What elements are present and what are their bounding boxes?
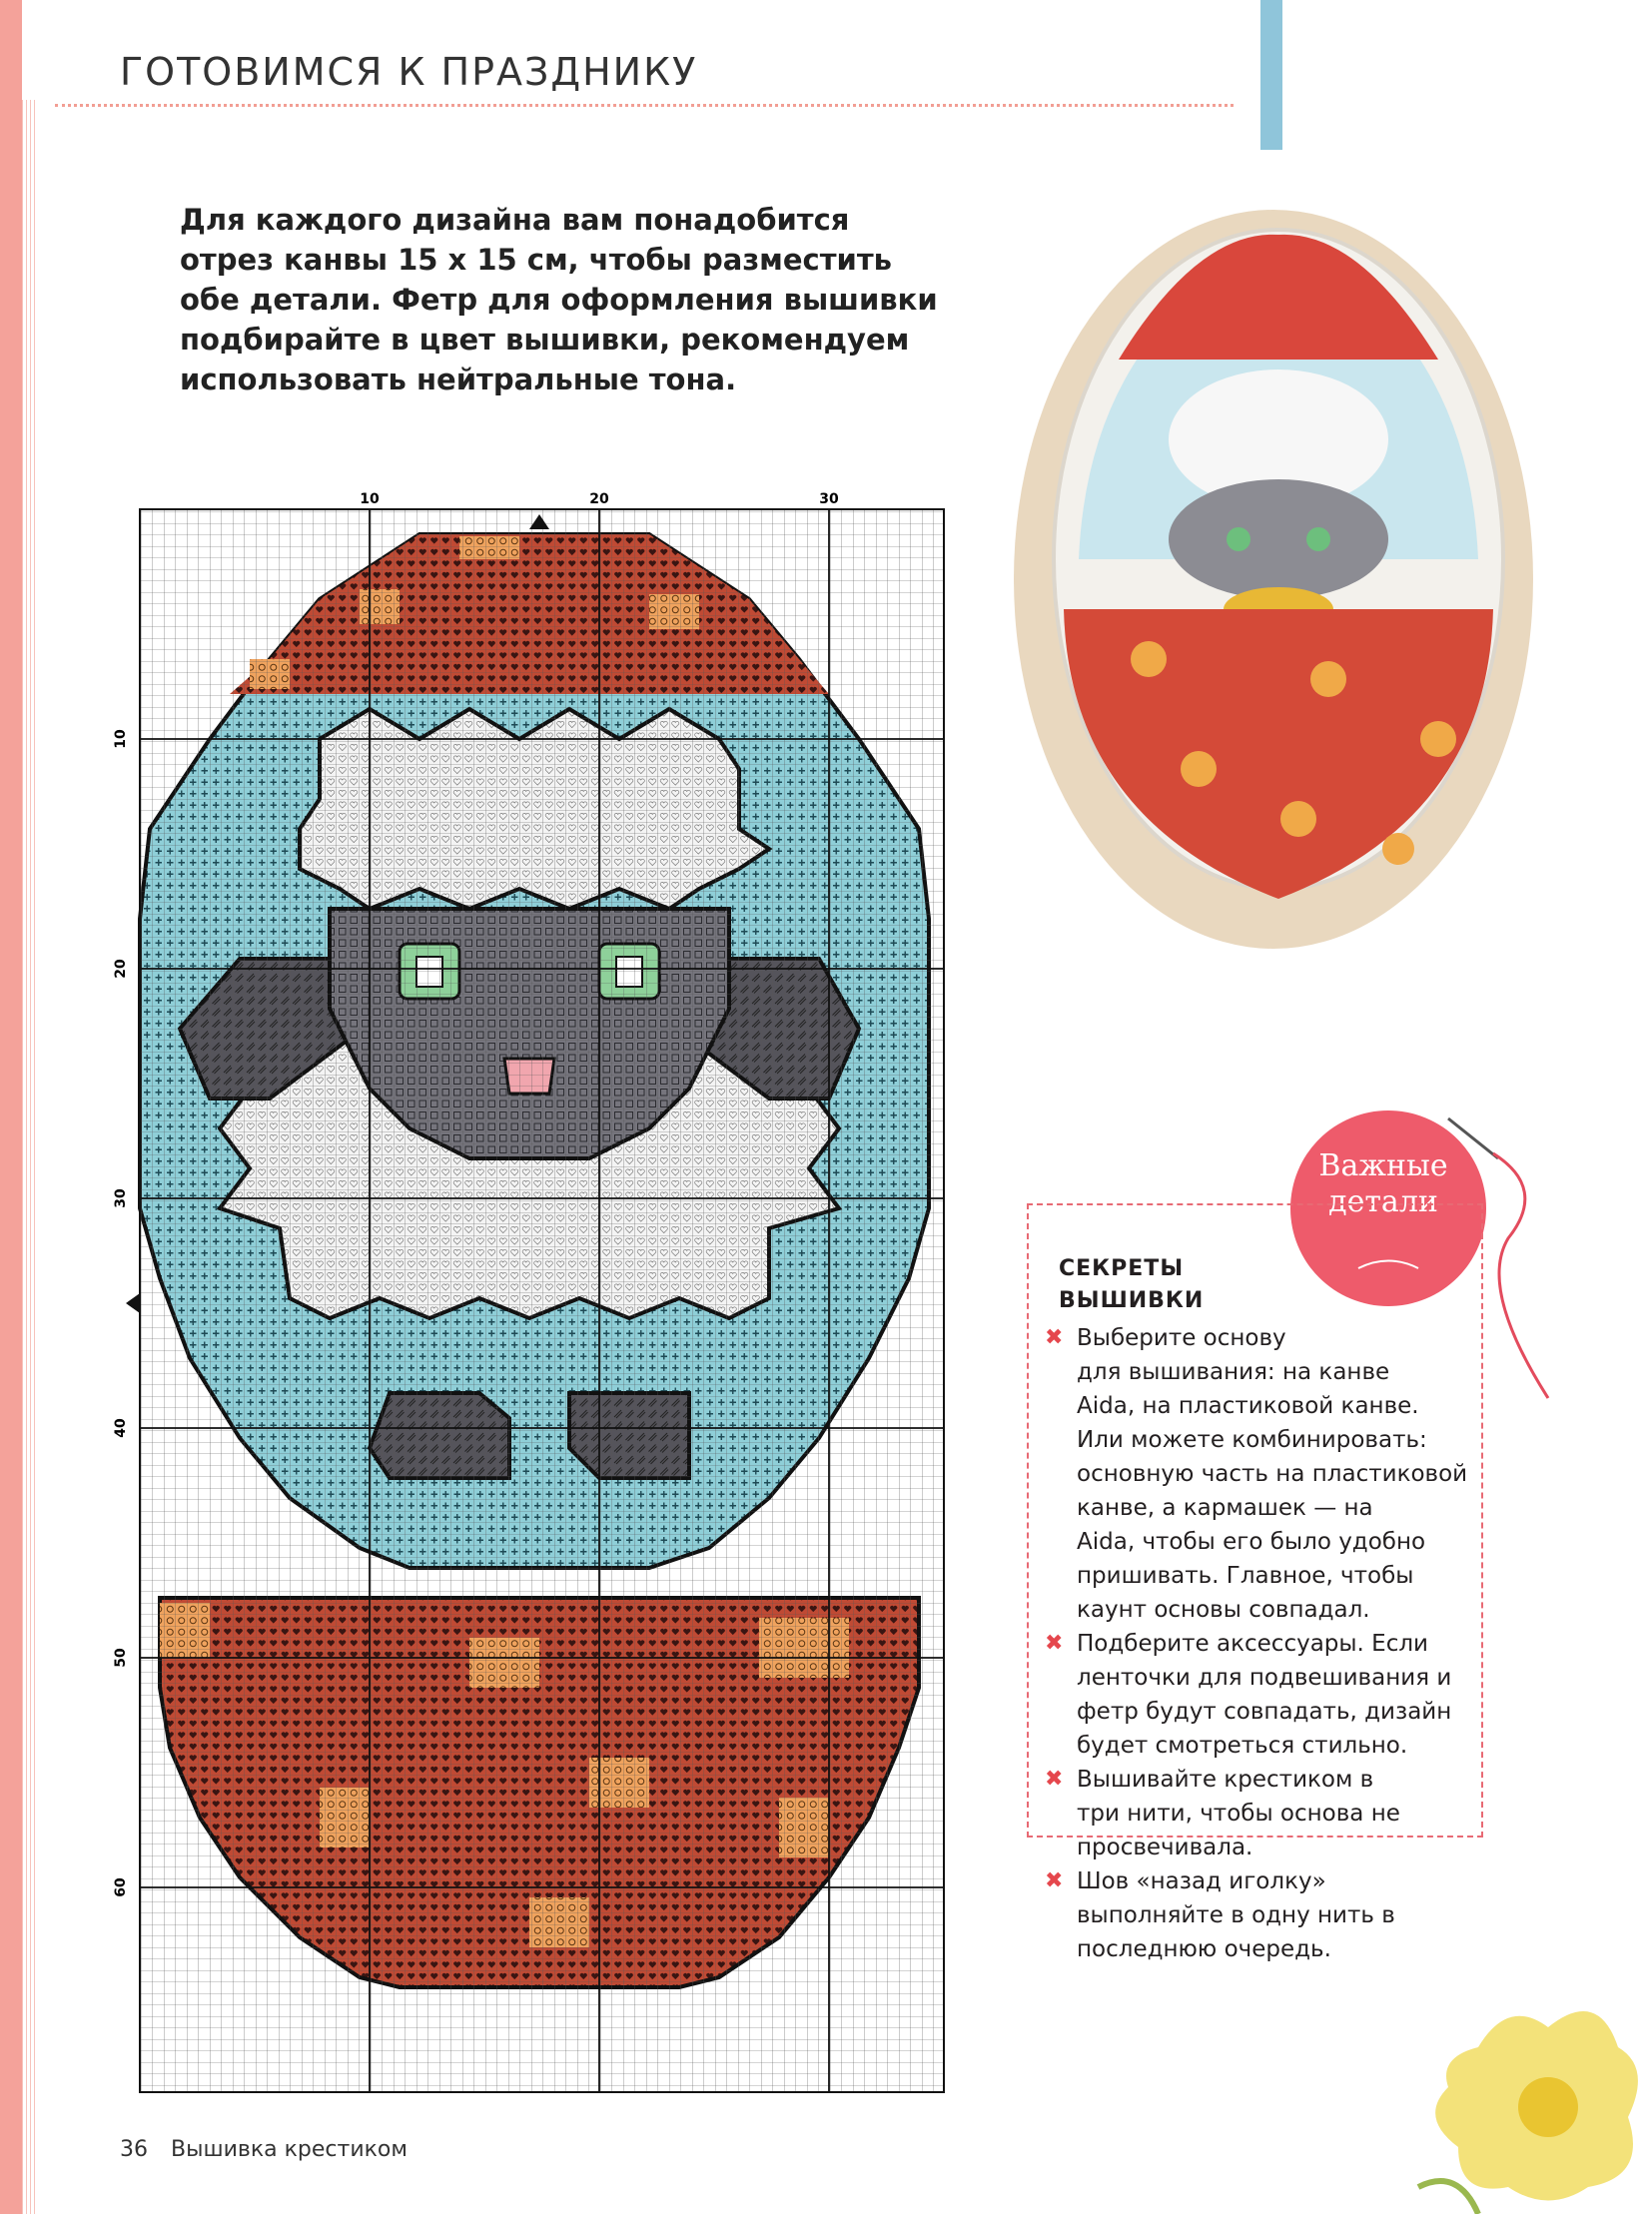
badge-line: Важные — [1318, 1148, 1448, 1183]
cross-icon: ✖ — [1045, 1868, 1064, 1893]
tip-item — [1037, 1864, 1465, 1966]
tip-line: фетр будут совпадать, дизайн — [1077, 1699, 1452, 1725]
center-arrow-left — [126, 1293, 140, 1313]
tips-heading-line: ВЫШИВКИ — [1059, 1288, 1205, 1313]
tip-line: Или можете комбинировать: — [1077, 1427, 1427, 1453]
finished-ornament-photo — [999, 0, 1518, 959]
tip-line: выполняйте в одну нить в — [1077, 1902, 1395, 1928]
page-edge-pattern — [22, 100, 38, 2214]
tip-line: три нити, чтобы основа не — [1077, 1801, 1400, 1827]
tip-line: для вышивания: на канве — [1077, 1359, 1390, 1385]
axis-left-50: 50 — [113, 1648, 129, 1668]
daffodil-decoration — [1418, 1987, 1652, 2214]
section-title: ГОТОВИМСЯ К ПРАЗДНИКУ — [120, 50, 698, 94]
intro-line: подбирайте в цвет вышивки, рекомендуем — [180, 323, 910, 357]
cross-icon: ✖ — [1045, 1325, 1064, 1350]
badge-line: детали — [1328, 1184, 1438, 1219]
axis-left-40: 40 — [113, 1418, 129, 1438]
tip-line: канве, а кармашек — на — [1077, 1495, 1373, 1521]
tip-item — [1037, 1627, 1465, 1763]
axis-top-30: 30 — [819, 491, 839, 507]
axis-top-20: 20 — [589, 491, 609, 507]
intro-line: отрез канвы 15 х 15 см, чтобы разместить — [180, 243, 893, 277]
intro-paragraph — [180, 200, 959, 399]
magazine-name: Вышивка крестиком — [171, 2137, 408, 2162]
tip-line: Выберите основу — [1077, 1325, 1286, 1351]
tip-line: Aida, на пластиковой канве. — [1077, 1393, 1419, 1419]
tips-list — [1045, 1321, 1468, 1966]
axis-top-10: 10 — [360, 491, 380, 507]
tip-item — [1037, 1321, 1468, 1627]
tip-line: Шов «назад иголку» — [1077, 1868, 1326, 1894]
tip-item — [1037, 1763, 1465, 1864]
cross-stitch-chart — [113, 489, 949, 2107]
tips-heading — [1059, 1253, 1465, 1317]
tip-line: Вышивайте крестиком в — [1077, 1767, 1374, 1793]
tip-line: Подберите аксессуары. Если — [1077, 1631, 1428, 1657]
cross-icon: ✖ — [1045, 1767, 1064, 1792]
tip-line: каунт основы совпадал. — [1077, 1597, 1370, 1623]
tip-line: основную часть на пластиковой — [1077, 1461, 1468, 1487]
tips-heading-line: СЕКРЕТЫ — [1059, 1256, 1185, 1281]
tip-line: будет смотреться стильно. — [1077, 1733, 1408, 1759]
axis-left-60: 60 — [113, 1877, 129, 1897]
tip-line: последнюю очередь. — [1077, 1936, 1331, 1962]
page-number: 36 — [120, 2137, 148, 2162]
intro-line: обе детали. Фетр для оформления вышивки — [180, 283, 938, 317]
intro-line: использовать нейтральные тона. — [180, 363, 737, 396]
tip-line: ленточки для подвешивания и — [1077, 1665, 1452, 1691]
axis-left-20: 20 — [113, 959, 129, 979]
tip-line: пришивать. Главное, чтобы — [1077, 1563, 1414, 1589]
tips-box — [1027, 1203, 1483, 1962]
cross-icon: ✖ — [1045, 1631, 1064, 1656]
tip-line: Aida, чтобы его было удобно — [1077, 1529, 1426, 1555]
intro-line: Для каждого дизайна вам понадобится — [180, 203, 850, 237]
page-edge-strip — [0, 0, 22, 2214]
axis-left-30: 30 — [113, 1188, 129, 1208]
tip-line: просвечивала. — [1077, 1835, 1253, 1860]
page-footer — [120, 2137, 408, 2162]
axis-left-10: 10 — [113, 729, 129, 749]
